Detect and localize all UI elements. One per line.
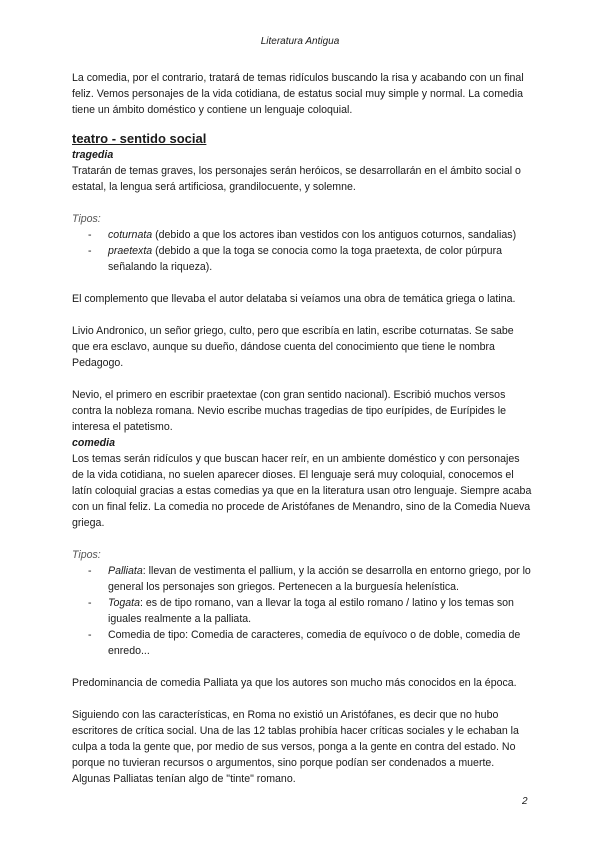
document-body [72, 70, 534, 787]
tragedia-types-list [72, 227, 534, 275]
dash-bullet: - [88, 565, 92, 577]
list-item-term: praetexta [108, 245, 153, 257]
list-item-text: Comedia de tipo: Comedia de caracteres, comedia de equívoco o de doble, comedia de enredo... [108, 629, 521, 657]
dash-bullet: - [88, 245, 92, 257]
tragedia-heading: tragedia [72, 149, 114, 161]
tragedia-paragraph-nevio: Nevio, el primero en escribir praetextae (con gran sentido nacional). Escribió muchos versos contra la nobleza romana. Nevio escribe muchas tragedias de tipo eurípides, de Eurípides le interesa el patetismo. [72, 389, 507, 433]
list-item-term: coturnata [108, 229, 153, 241]
comedia-heading: comedia [72, 437, 115, 449]
list-item-term: Palliata [108, 565, 143, 577]
list-item-term: Togata [108, 597, 141, 609]
tragedia-paragraph-complemento: El complemento que llevaba el autor delataba si veíamos una obra de temática griega o latina. [72, 293, 516, 305]
dash-bullet: - [88, 629, 92, 641]
page-number: 2 [522, 796, 528, 807]
intro-paragraph: La comedia, por el contrario, tratará de temas ridículos buscando la risa y acabando con un final feliz. Vemos personajes de la vida cotidiana, de estatus social muy simple y normal. La comedia tiene un ámbito doméstico y contiene un lenguaje coloquial. [72, 72, 524, 116]
comedia-types-list [72, 563, 534, 659]
dash-bullet: - [88, 597, 92, 609]
tragedia-paragraph-livio: Livio Andronico, un señor griego, culto, pero que escribía en latin, escribe coturnatas. Se sabe que era esclavo, aunque su dueño, dándose cuenta del conocimiento que tiene le nombra Pedagogo. [72, 325, 514, 369]
list-item [72, 595, 534, 627]
list-item-text: : es de tipo romano, van a llevar la toga al estilo romano / latino y los temas son iguales realmente a la palliata. [108, 597, 514, 625]
tragedia-paragraph: Tratarán de temas graves, los personajes serán heróicos, se desarrollarán en el ámbito social o estatal, la lengua será artificiosa, grandilocuente, y solemne. [72, 165, 521, 193]
comedia-tipos-label: Tipos: [72, 549, 101, 561]
list-item [72, 563, 534, 595]
comedia-paragraph-critica-social: Siguiendo con las características, en Roma no existió un Aristófanes, es decir que no hubo escritores de crítica social. Una de las 12 tablas prohibía hacer críticas sociales y le echaban la culpa a toda la gente que, por medio de sus versos, ponga a la gente en contra del estado. No porque no tuvieran recursos o argumentos, sino porque podían ser condenados a muerte. Algunas Palliatas tenían algo de "tinte" romano. [72, 709, 519, 785]
comedia-paragraph-predominancia: Predominancia de comedia Palliata ya que los autores son mucho más conocidos en la época. [72, 677, 517, 689]
page-header: Literatura Antigua [260, 36, 340, 47]
dash-bullet: - [88, 229, 92, 241]
list-item-text: (debido a que los actores iban vestidos con los antiguos coturnos, sandalias) [152, 229, 517, 241]
list-item [72, 627, 534, 659]
tragedia-tipos-label: Tipos: [72, 213, 101, 225]
comedia-paragraph: Los temas serán ridículos y que buscan hacer reír, en un ambiente doméstico y con personajes de la vida cotidiana, no suelen aparecer dioses. El lenguaje será muy coloquial, conocemos el latín coloquial gracias a estas comedias ya que en la literatura usan otro lenguaje. Siempre acaba con un final feliz. La comedia no procede de Aristófanes de Menandro, sino de la Comedia Nueva griega. [72, 453, 532, 529]
section-title: teatro - sentido social [72, 131, 207, 146]
list-item-text: : llevan de vestimenta el pallium, y la acción se desarrolla en entorno griego, por lo general los personajes son griegos. Pertenecen a la burguesía helenística. [108, 565, 531, 593]
list-item [72, 227, 534, 243]
list-item [72, 243, 534, 275]
list-item-text: (debido a que la toga se conocia como la toga praetexta, de color púrpura señalando la riqueza). [108, 245, 502, 273]
